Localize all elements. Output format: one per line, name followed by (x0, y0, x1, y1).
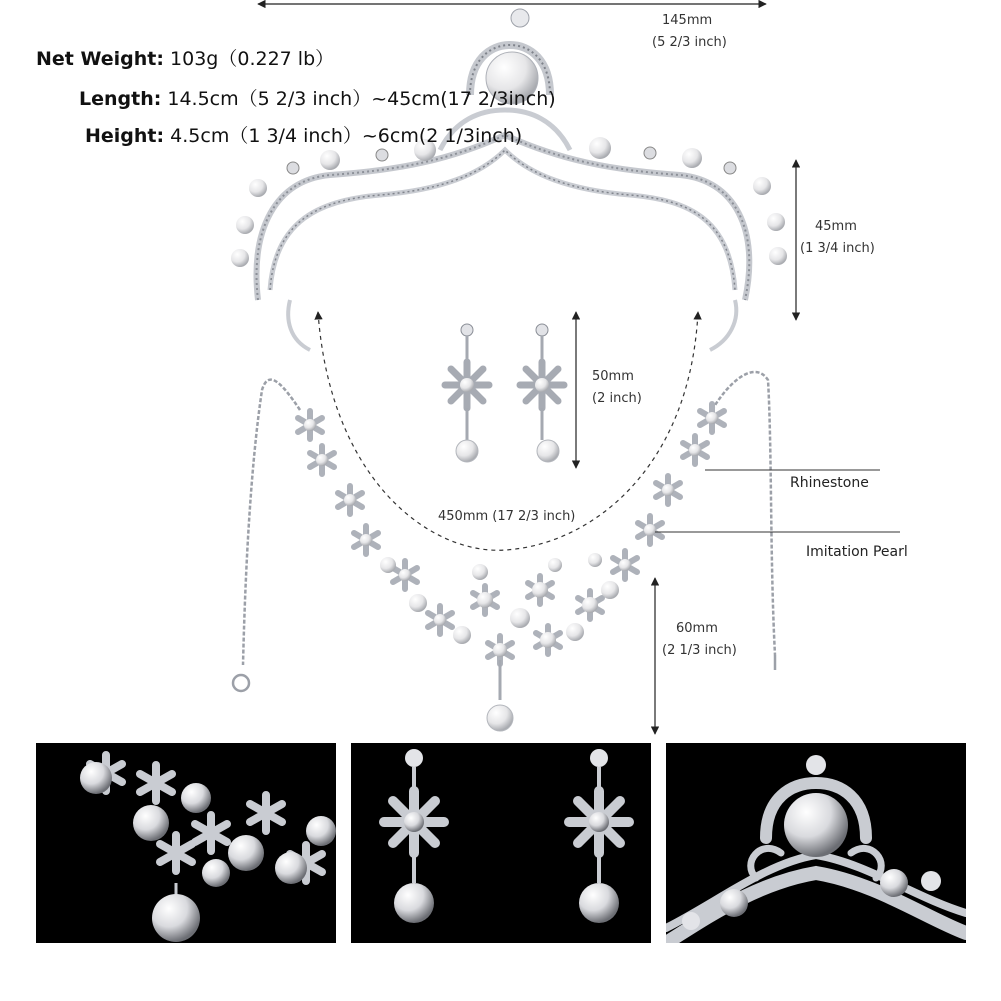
length-label: Length: (79, 88, 162, 110)
earring-closeup-right (569, 749, 629, 923)
tiara-height-label (800, 216, 875, 260)
necklace-length-label: 450mm (17 2/3 inch) (438, 509, 576, 524)
detail-photo-tiara (666, 743, 966, 943)
tiara-width-in: (5 2/3 inch) (652, 35, 727, 50)
pendant-size-label (662, 618, 737, 662)
earring-right (520, 324, 564, 462)
net-weight-value: 103g（0.227 lb） (170, 48, 335, 70)
earring-size-in: (2 inch) (592, 391, 642, 406)
length-value: 14.5cm（5 2/3 inch）~45cm(17 2/3inch) (167, 88, 556, 110)
tiara-height-in: (1 3/4 inch) (800, 241, 875, 256)
imitation-pearl-label: Imitation Pearl (806, 544, 908, 560)
necklace-drop-pearl (487, 705, 513, 731)
necklace-closeup (36, 743, 336, 943)
tiara-closeup (666, 743, 966, 943)
earrings-closeup (351, 743, 651, 943)
necklace-body (298, 404, 724, 731)
rhinestone-label: Rhinestone (790, 475, 869, 491)
tiara-height-mm: 45mm (815, 219, 857, 234)
tiara-width-label (652, 10, 727, 54)
detail-photo-earrings (351, 743, 651, 943)
pendant-size-mm: 60mm (676, 621, 718, 636)
length-spec (79, 84, 556, 111)
earring-size-label (592, 366, 642, 410)
pendant-size-in: (2 1/3 inch) (662, 643, 737, 658)
earrings (445, 324, 564, 462)
earring-size-mm: 50mm (592, 369, 634, 384)
height-value: 4.5cm（1 3/4 inch）~6cm(2 1/3inch) (170, 125, 523, 147)
net-weight (36, 44, 334, 71)
detail-photo-necklace (36, 743, 336, 943)
height-label: Height: (85, 125, 165, 147)
net-weight-label: Net Weight: (36, 48, 164, 70)
earring-closeup-left (384, 749, 444, 923)
earring-left (445, 324, 489, 462)
height-spec (85, 121, 522, 148)
tiara-width-mm: 145mm (662, 13, 713, 28)
